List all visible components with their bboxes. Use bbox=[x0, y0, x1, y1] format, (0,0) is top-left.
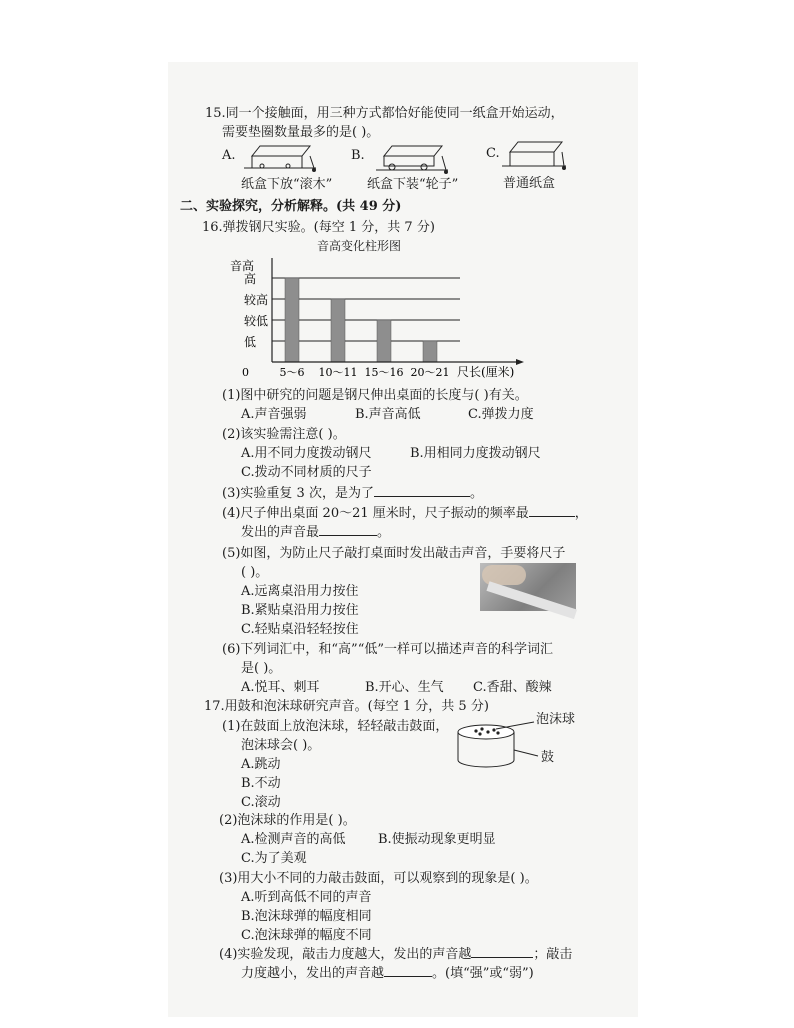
q16-5-line1: (5)如图，为防止尺子敲打桌面时发出敲击声音，手要将尺子 bbox=[222, 546, 566, 561]
foam-ball-pointer bbox=[496, 722, 534, 729]
y-axis-label: 音高 bbox=[230, 259, 255, 273]
q16-6-line1: (6)下列词汇中，和“高”“低”一样可以描述声音的科学词汇 bbox=[222, 642, 553, 657]
pitch-bar-chart bbox=[228, 252, 528, 382]
x-tick-label: 10～11 bbox=[318, 366, 358, 379]
q16-5-line2: ( )。 bbox=[241, 565, 269, 580]
q17-1-option-c: C.滚动 bbox=[241, 795, 281, 810]
q16-3-stem bbox=[222, 486, 483, 502]
q16-4-text1: (4)尺子伸出桌面 20～21 厘米时，尺子振动的频率最 bbox=[222, 506, 529, 521]
origin-label: 0 bbox=[242, 366, 249, 379]
q16-1-option-b: B.声音高低 bbox=[355, 407, 421, 422]
q16-6-option-b: B.开心、生气 bbox=[365, 680, 444, 695]
q16-4-line1 bbox=[222, 506, 588, 522]
y-tick-label: 较高 bbox=[244, 293, 269, 307]
q16-4-comma: ， bbox=[574, 506, 588, 521]
q15-option-a-caption: 纸盒下放“滚木” bbox=[241, 177, 333, 192]
q17-4-text4: 。(填“强”或“弱”) bbox=[432, 966, 534, 981]
q15-option-b-figure bbox=[372, 140, 452, 174]
q17-3-option-c: C.泡沫球弹的幅度不同 bbox=[241, 928, 372, 943]
q16-5-option-a: A.远离桌沿用力按住 bbox=[241, 584, 359, 599]
q15-option-b-caption: 纸盒下装“轮子” bbox=[367, 177, 459, 192]
q16-6-option-c: C.香甜、酸辣 bbox=[473, 680, 552, 695]
q16-3-text: (3)实验重复 3 次，是为了 bbox=[222, 486, 374, 501]
q17-3-option-b: B.泡沫球弹的幅度相同 bbox=[241, 909, 372, 924]
x-tick-label: 15～16 bbox=[364, 366, 404, 379]
q15-option-c-letter: C. bbox=[486, 146, 500, 161]
q16-6-option-a: A.悦耳、刺耳 bbox=[241, 680, 320, 695]
q17-4-line1 bbox=[219, 947, 572, 963]
drum-label: 鼓 bbox=[541, 750, 555, 765]
q17-4-text1: (4)实验发现，敲击力度越大，发出的声音越 bbox=[219, 947, 472, 962]
q16-4-blank2[interactable] bbox=[319, 535, 377, 536]
chart-title: 音高变化柱形图 bbox=[317, 239, 402, 253]
drum-pointer bbox=[514, 750, 538, 756]
x-axis-arrow bbox=[516, 359, 524, 365]
q17-4-line2 bbox=[241, 966, 534, 982]
x-axis-label: 尺长(厘米) bbox=[457, 365, 515, 379]
q16-5-option-b: B.紧贴桌沿用力按住 bbox=[241, 603, 359, 618]
q16-2-option-b: B.用相同力度拨动钢尺 bbox=[410, 446, 541, 461]
q16-6-line2: 是( )。 bbox=[241, 661, 282, 676]
x-tick-label: 20～21 bbox=[410, 366, 450, 379]
q15-option-c-caption: 普通纸盒 bbox=[503, 176, 556, 191]
ruler-press-photo bbox=[480, 563, 576, 611]
q16-3-blank[interactable] bbox=[374, 496, 470, 497]
q16-3-end: 。 bbox=[469, 486, 483, 501]
q16-5-option-c: C.轻贴桌沿轻轻按住 bbox=[241, 622, 359, 637]
q17-1-line1: (1)在鼓面上放泡沫球，轻轻敲击鼓面， bbox=[222, 719, 449, 734]
q17-2-option-c: C.为了美观 bbox=[241, 851, 307, 866]
q16-title: 16.弹拨钢尺实验。(每空 1 分，共 7 分) bbox=[202, 220, 435, 235]
q17-2-option-a: A.检测声音的高低 bbox=[241, 832, 346, 847]
q16-1-stem: (1)图中研究的问题是钢尺伸出桌面的长度与( )有关。 bbox=[222, 388, 528, 403]
q15-stem-line1: 15.同一个接触面，用三种方式都恰好能使同一纸盒开始运动， bbox=[205, 106, 564, 121]
q17-3-stem: (3)用大小不同的力敲击鼓面，可以观察到的现象是( )。 bbox=[219, 871, 538, 886]
bar bbox=[377, 320, 391, 362]
q15-option-b-letter: B. bbox=[351, 148, 365, 163]
q15-stem-line2: 需要垫圈数量最多的是( )。 bbox=[222, 125, 380, 140]
bar bbox=[423, 341, 437, 362]
y-tick-label: 较低 bbox=[244, 314, 269, 328]
drum-body bbox=[458, 760, 514, 767]
q15-option-c-figure bbox=[500, 138, 570, 172]
q17-title: 17.用鼓和泡沫球研究声音。(每空 1 分，共 5 分) bbox=[204, 699, 489, 714]
q17-3-option-a: A.听到高低不同的声音 bbox=[241, 890, 372, 905]
q17-4-text3: 力度越小，发出的声音越 bbox=[241, 966, 385, 981]
q15-option-a-letter: A. bbox=[222, 148, 236, 163]
q16-2-option-c: C.拨动不同材质的尺子 bbox=[241, 465, 372, 480]
y-tick-label: 低 bbox=[244, 335, 257, 349]
q17-1-option-b: B.不动 bbox=[241, 776, 281, 791]
x-tick-label: 5～6 bbox=[279, 366, 305, 379]
bar bbox=[285, 278, 299, 362]
q17-2-stem: (2)泡沫球的作用是( )。 bbox=[219, 813, 356, 828]
q15-option-a-figure bbox=[240, 140, 320, 174]
q16-2-stem: (2)该实验需注意( )。 bbox=[222, 427, 346, 442]
q17-4-blank2[interactable] bbox=[384, 976, 432, 977]
y-tick-label: 高 bbox=[244, 272, 257, 286]
q16-1-option-c: C.弹拨力度 bbox=[468, 407, 534, 422]
q17-4-blank1[interactable] bbox=[471, 957, 533, 958]
q17-2-option-b: B.使振动现象更明显 bbox=[378, 832, 496, 847]
q17-4-text2: ；敲击 bbox=[533, 947, 573, 962]
q16-1-option-a: A.声音强弱 bbox=[241, 407, 307, 422]
q17-1-line2: 泡沫球会( )。 bbox=[241, 738, 321, 753]
bar bbox=[331, 299, 345, 362]
q17-1-option-a: A.跳动 bbox=[241, 757, 281, 772]
q16-4-end: 。 bbox=[377, 525, 391, 540]
q16-4-text2: 发出的声音最 bbox=[241, 525, 320, 540]
q16-2-option-a: A.用不同力度拨动钢尺 bbox=[241, 446, 372, 461]
foam-ball-label: 泡沫球 bbox=[536, 712, 576, 727]
q16-4-blank1[interactable] bbox=[529, 516, 575, 517]
q16-4-line2 bbox=[241, 525, 390, 541]
section-2-heading: 二、实验探究，分析解释。(共 49 分) bbox=[180, 199, 402, 214]
